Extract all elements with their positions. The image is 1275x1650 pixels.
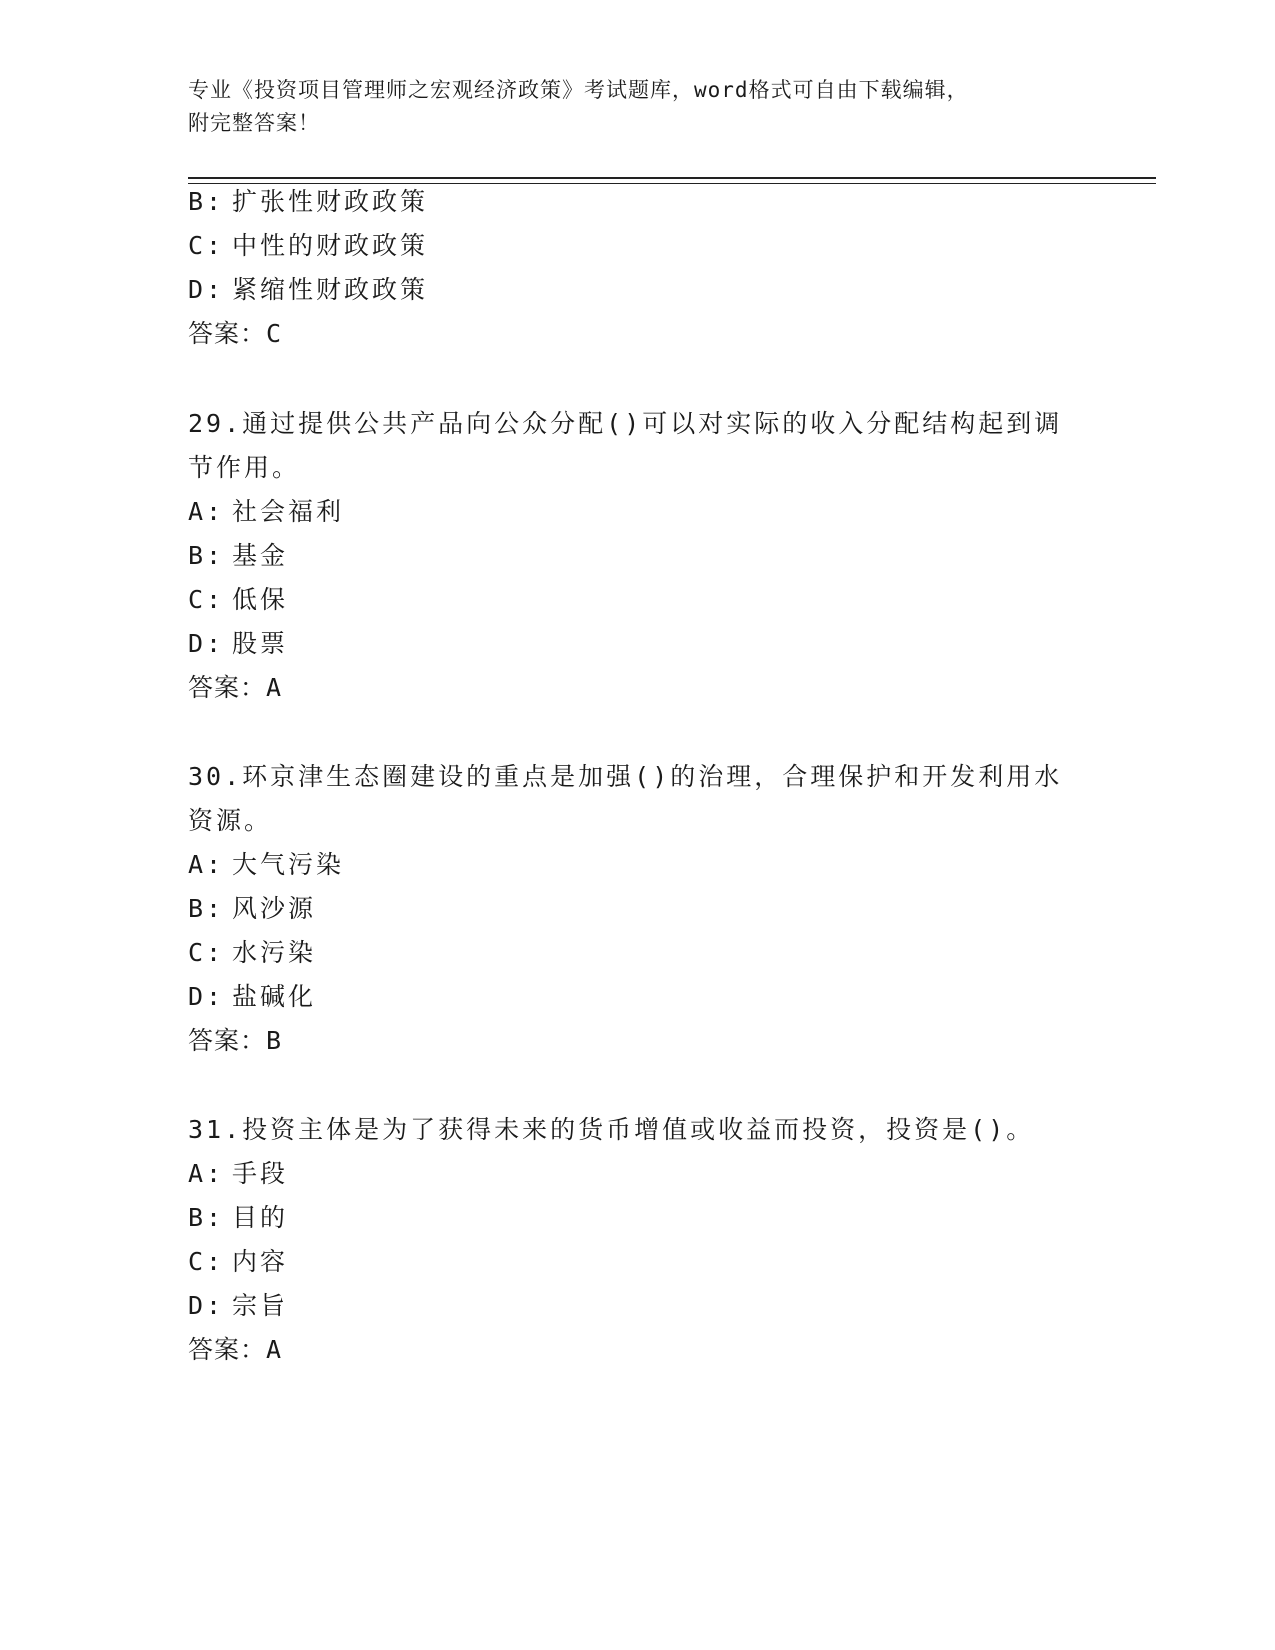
q30-answer: 答案：B — [188, 1026, 283, 1055]
q31-option-a: A: 手段 — [188, 1159, 289, 1188]
question-30-text-cont: 资源。 — [188, 806, 273, 835]
answer-line: 答案：C — [188, 319, 283, 348]
q29-option-c: C: 低保 — [188, 585, 289, 614]
option-c: C: 中性的财政政策 — [188, 231, 429, 260]
question-29-text-cont: 节作用。 — [188, 453, 301, 482]
document-header — [188, 74, 1068, 140]
q29-option-a: A: 社会福利 — [188, 497, 345, 526]
q30-option-c: C: 水污染 — [188, 938, 317, 967]
header-line-1: 专业《投资项目管理师之宏观经济政策》考试题库，word格式可自由下载编辑， — [188, 78, 969, 102]
option-d: D: 紧缩性财政政策 — [188, 275, 429, 304]
q31-answer: 答案：A — [188, 1335, 283, 1364]
q31-option-c: C: 内容 — [188, 1247, 289, 1276]
q31-option-d: D: 宗旨 — [188, 1291, 289, 1320]
q29-answer: 答案：A — [188, 673, 283, 702]
q31-option-b: B: 目的 — [188, 1203, 289, 1232]
question-29-text: 29.通过提供公共产品向公众分配()可以对实际的收入分配结构起到调 — [188, 409, 1063, 438]
question-31-text: 31.投资主体是为了获得未来的货币增值或收益而投资，投资是()。 — [188, 1115, 1035, 1144]
option-b: B: 扩张性财政政策 — [188, 187, 429, 216]
header-line-2: 附完整答案！ — [188, 111, 320, 135]
q30-option-a: A: 大气污染 — [188, 850, 345, 879]
question-30-text: 30.环京津生态圈建设的重点是加强()的治理，合理保护和开发利用水 — [188, 762, 1063, 791]
q30-option-d: D: 盐碱化 — [188, 982, 317, 1011]
q30-option-b: B: 风沙源 — [188, 894, 317, 923]
header-divider-thick — [188, 177, 1156, 179]
q29-option-d: D: 股票 — [188, 629, 289, 658]
q29-option-b: B: 基金 — [188, 541, 289, 570]
